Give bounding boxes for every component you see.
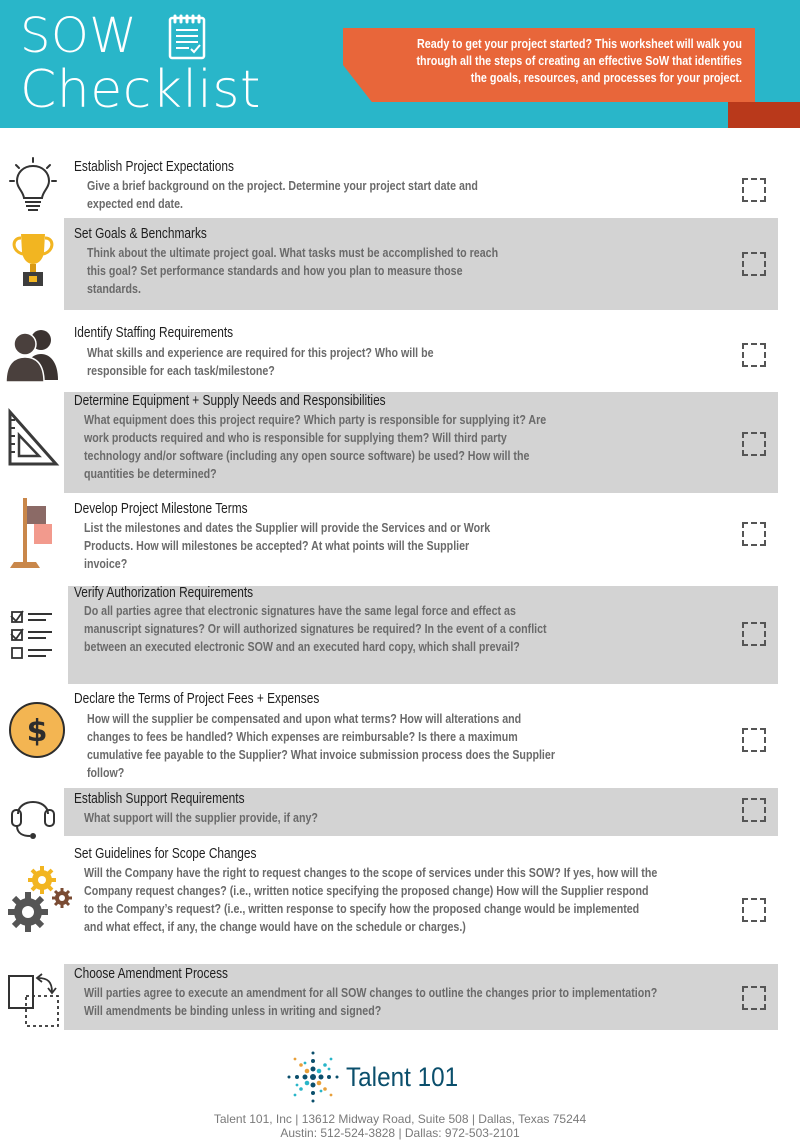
item-checkbox[interactable] [742,798,766,822]
banner-fold [728,102,800,128]
checklist-item [0,218,800,310]
milestone-flag-icon [6,494,60,574]
checklist-item [0,498,800,576]
lightbulb-icon [6,156,60,216]
footer-phones: Austin: 512-524-3828 | Dallas: 972-503-2101 [280,1126,520,1140]
checklist-item [0,846,800,958]
trophy-icon [6,230,60,290]
item-description: Will the Company have the right to request changes to the scope of services under this SOW? If yes, how will the Company request changes? (i.e., written notice specifying the proposed change) How will the Supplier respond to the Company’s request? (i.e., written response to specify how the proposed change would be implemented and what effect, if any, the change would have on the schedule or charges.) [84,865,658,934]
svg-text:$: $ [26,714,48,749]
dollar-coin-icon [8,698,66,760]
logo-text: Talent 101 [346,1062,459,1092]
item-checkbox[interactable] [742,728,766,752]
checklist-item [0,156,800,216]
item-checkbox[interactable] [742,252,766,276]
item-description: What skills and experience are required for this project? Who will be responsible for each task/milestone? [87,345,434,378]
item-description: What support will the supplier provide, if any? [84,810,318,825]
checklist-item [0,788,800,836]
page-title-line2: Checklist [20,60,261,120]
item-checkbox[interactable] [742,343,766,367]
item-title: Establish Support Requirements [74,791,245,807]
item-title: Identify Staffing Requirements [74,325,234,341]
header [0,0,800,128]
people-icon [6,324,60,384]
checklist-item [0,392,800,493]
item-checkbox[interactable] [742,898,766,922]
headset-icon [6,786,60,846]
page-title-line1: SOW [20,8,138,64]
item-title: Develop Project Milestone Terms [74,501,248,517]
checklist-item [0,964,800,1030]
item-description: What equipment does this project require? Which party is responsible for supplying it? Are work products required and who is responsible for supplying them? Will third party technology and/or software (including any open source software) be used? How will the quantities be determined? [84,412,547,481]
item-title: Verify Authorization Requirements [74,585,254,601]
item-title: Establish Project Expectations [74,159,234,175]
amend-document-icon [6,970,60,1030]
item-description: Think about the ultimate project goal. What tasks must be accomplished to reach this goal? Set performance standards and how you plan to measure those standards. [87,245,499,296]
item-checkbox[interactable] [742,622,766,646]
item-description: Give a brief background on the project. Determine your project start date and expected end date. [87,178,478,211]
item-checkbox[interactable] [742,432,766,456]
item-title: Choose Amendment Process [74,966,228,982]
item-description: Will parties agree to execute an amendment for all SOW changes to outline the changes prior to implementation? Will amendments be binding unless in writing and signed? [84,985,658,1018]
set-square-icon [6,408,60,468]
talent101-logo-icon [280,1046,346,1108]
item-title: Set Guidelines for Scope Changes [74,846,257,862]
checklist-item [0,690,800,782]
checklist-item [0,586,800,684]
item-description: List the milestones and dates the Supplier will provide the Services and or Work Products. How will milestones be accepted? At what points will the Supplier invoice? [84,520,491,571]
item-checkbox[interactable] [742,986,766,1010]
checklist-document-icon [167,14,207,60]
checklist-icon [6,606,60,666]
item-title: Determine Equipment + Supply Needs and Responsibilities [74,393,386,409]
intro-text: Ready to get your project started? This worksheet will walk you through all the steps of creating an effective SoW that identifies the goals, resources, and processes for your project. [416,37,742,85]
item-checkbox[interactable] [742,522,766,546]
footer-address: Talent 101, Inc | 13612 Midway Road, Suite 508 | Dallas, Texas 75244 [213,1112,587,1126]
item-checkbox[interactable] [742,178,766,202]
item-title: Declare the Terms of Project Fees + Expenses [74,691,320,707]
gears-icon [4,866,74,936]
checklist-item [0,322,800,386]
item-description: Do all parties agree that electronic signatures have the same legal force and effect as manuscript signatures? Or will authorized signatures be required? In the event of a conflict between an executed electronic SOW and an executed hard copy, which shall prevail? [84,603,547,654]
item-description: How will the supplier be compensated and upon what terms? How will alterations and changes to fees be handled? Which expenses are reimbursable? Is there a maximum cumulative fee payable to the Supplier? What invoice submission process does the Supplier follow? [87,711,555,780]
item-title: Set Goals & Benchmarks [74,226,207,242]
